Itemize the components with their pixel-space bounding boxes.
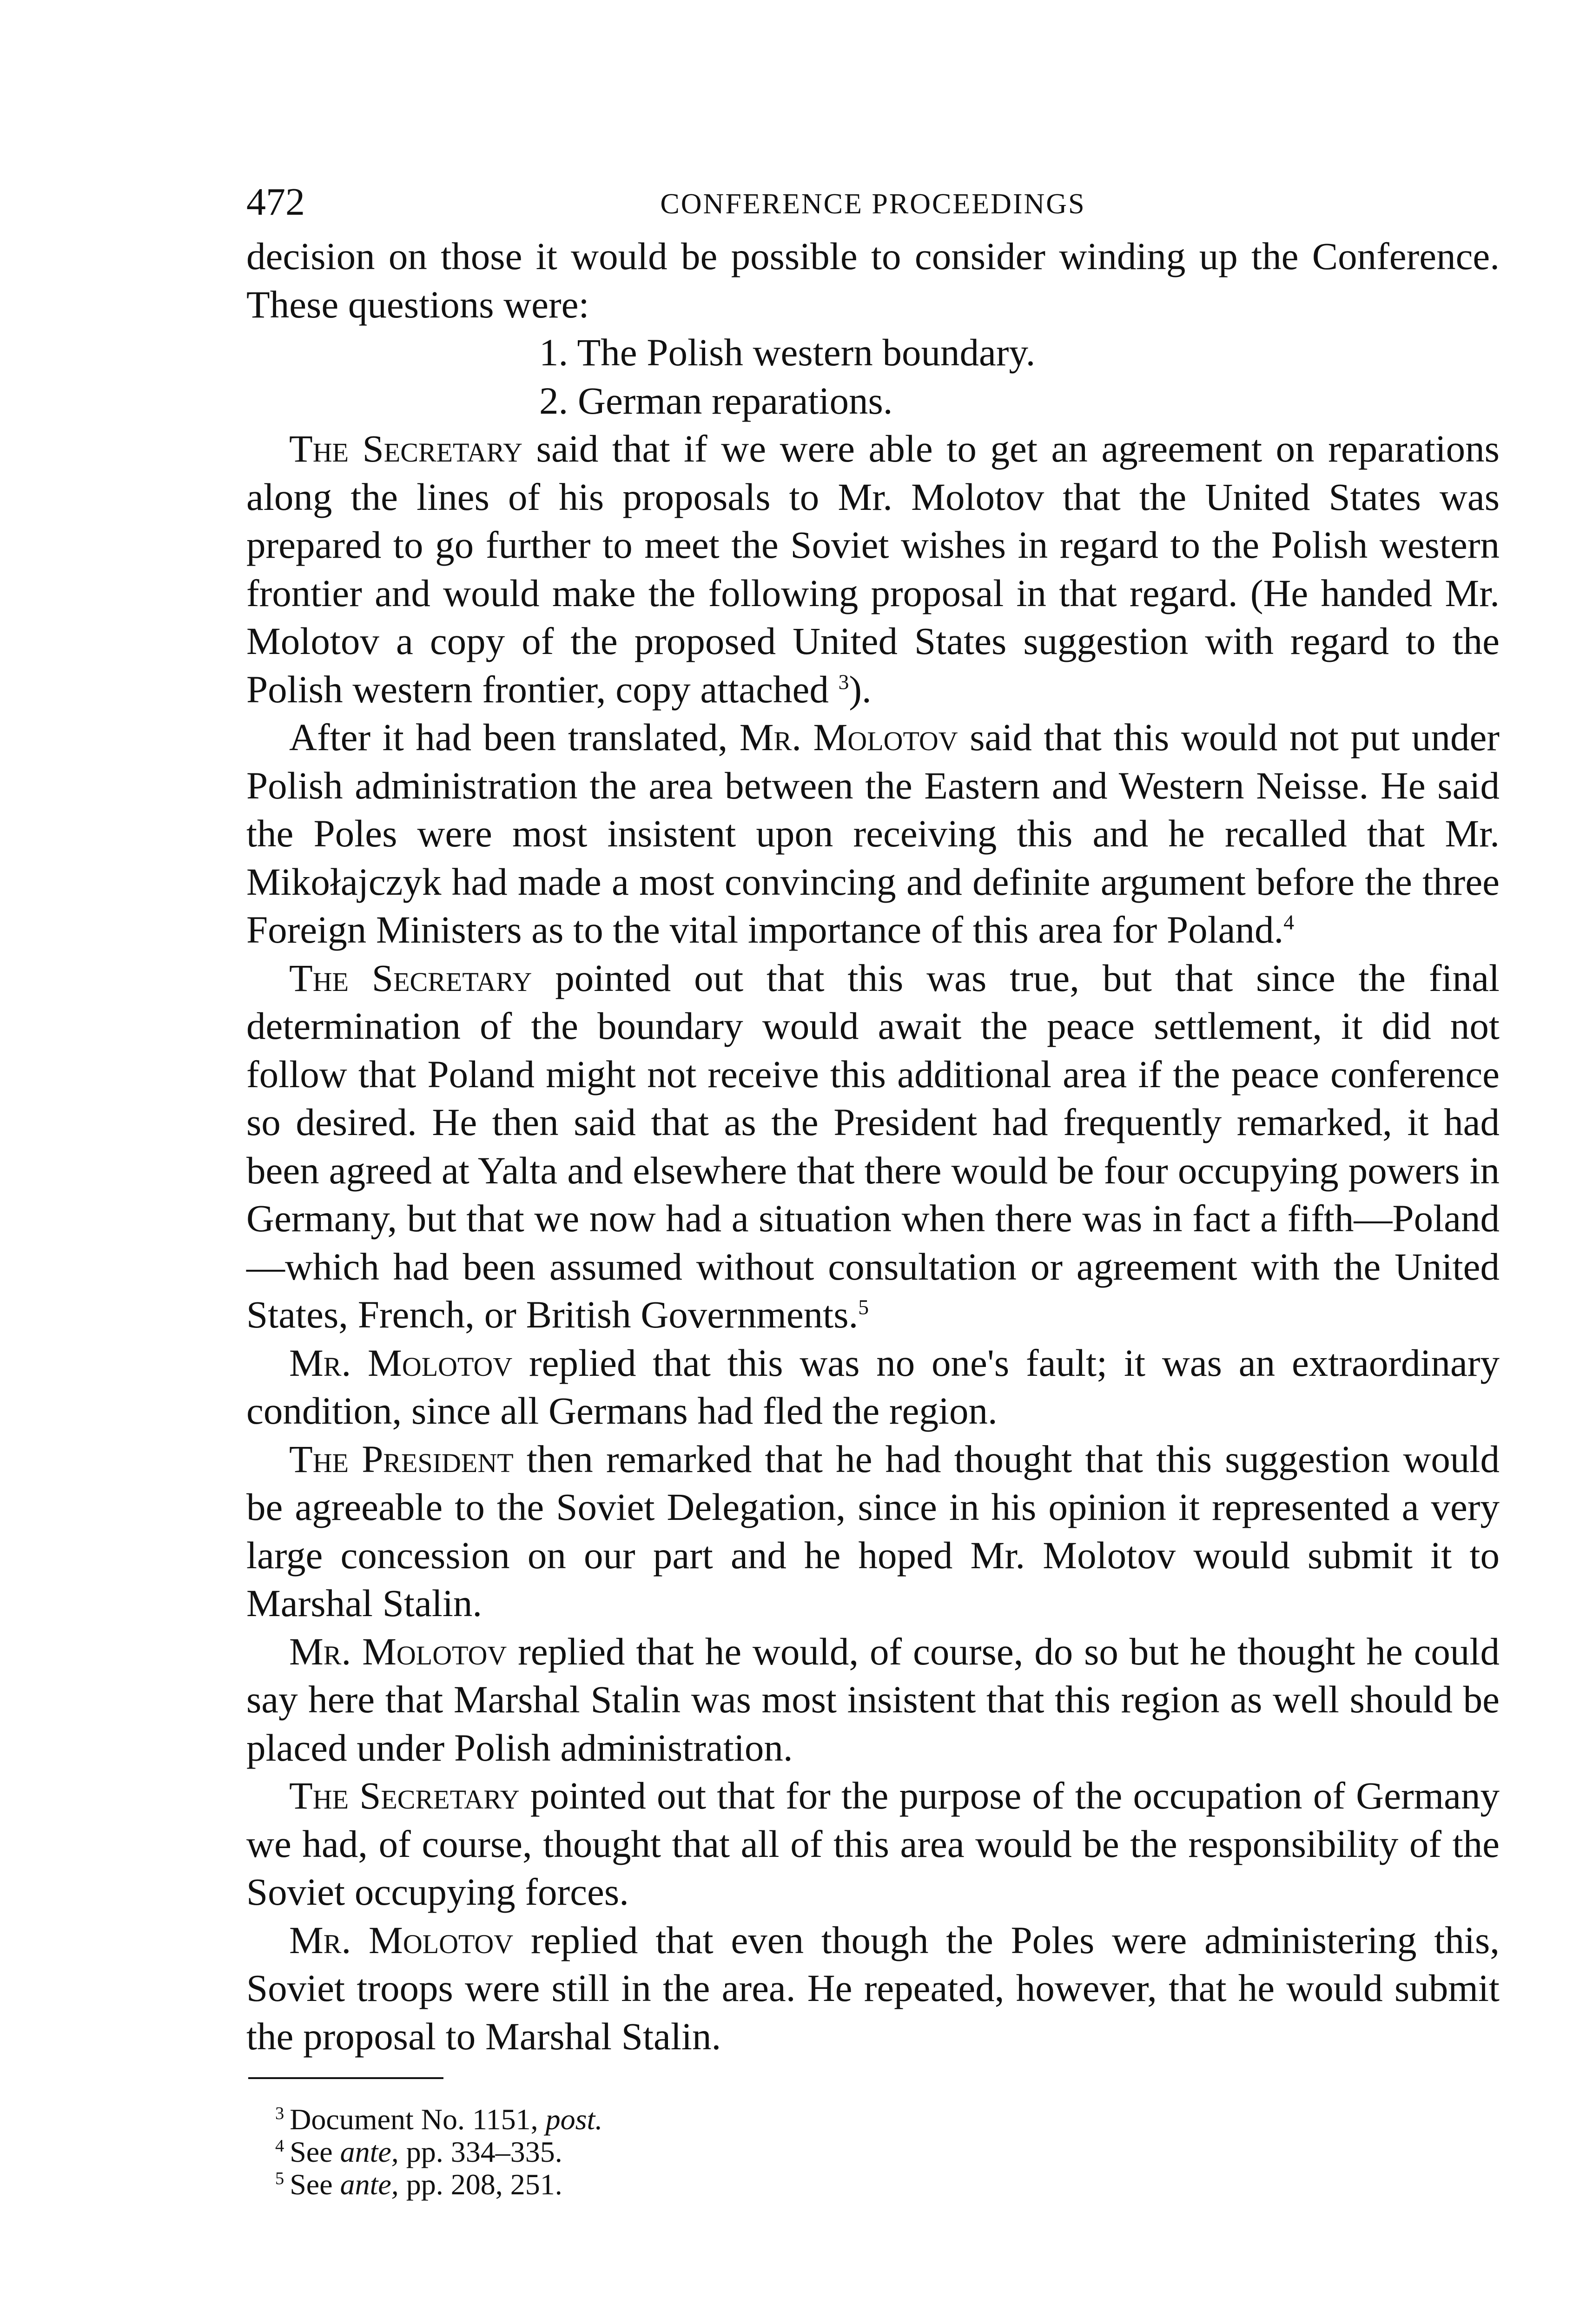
page-header (246, 181, 1500, 232)
paragraph-molotov-troops (246, 1916, 1500, 2061)
document-page (246, 181, 1500, 2201)
paragraph-secretary-occupation (246, 1772, 1500, 1916)
paragraph-secretary-proposal (246, 425, 1500, 713)
paragraph-text: replied that he would, of course, do so but he thought he could say here that Marshal Stalin was most insistent that this region as well should be placed under Polish administration. (246, 1630, 1500, 1769)
list-item: 2. German reparations. (539, 379, 893, 422)
footnote (275, 2136, 1500, 2168)
speaker-name: The President (289, 1437, 514, 1480)
footnote-mark: 5 (275, 2168, 284, 2188)
paragraph-text: replied that this was no one's fault; it was an extraordinary condition, since all Germans had fled the region. (246, 1341, 1500, 1432)
paragraph-president-remark (246, 1435, 1500, 1628)
footnote-ref: 3 (838, 669, 849, 693)
footnote-pages: pp. 334–335. (398, 2135, 562, 2168)
footnote-reference: ante, (340, 2168, 399, 2201)
running-head: CONFERENCE PROCEEDINGS (660, 188, 1086, 220)
paragraph-text: pointed out that for the purpose of the occupation of Germany we had, of course, thought that all of this area would be the responsibility of the Soviet occupying forces. (246, 1774, 1500, 1913)
paragraph-text: said that this would not put under Polish administration the area between the Eastern and Western Neisse. He said the Poles were most insistent upon receiving this and he recalled that Mr. Mikołajczyk had made a most convincing and definite argument before the three Foreign Ministers as to the vital importance of this area for Poland. (246, 716, 1500, 951)
speaker-name: Mr. Molotov (289, 1341, 513, 1384)
footnote-mark: 4 (275, 2136, 284, 2156)
questions-list (246, 329, 1500, 425)
speaker-name: Mr. Molotov (289, 1918, 514, 1961)
footnote-reference: ante, (340, 2135, 399, 2168)
body-text (246, 232, 1500, 2060)
paragraph-text: ). (849, 667, 872, 711)
footnote (275, 2103, 1500, 2136)
footnote-mark: 3 (275, 2103, 284, 2123)
footnote-ref: 4 (1283, 910, 1295, 934)
paragraph-text: pointed out that this was true, but that since the final determination of the boundary would await the peace settlement, it did not follow that Poland might not receive this additional area if the peace conference so desired. He then said that as the President had frequently remarked, it had been agreed at Yalta and elsewhere that there would be four occupying powers in Germany, but that we now had a situation when there was in fact a fifth—Poland—which had been assumed without consultation or agreement with the United States, French, or British Governments. (246, 956, 1500, 1336)
paragraph-secretary-fifth-power (246, 954, 1500, 1339)
paragraph-text: then remarked that he had thought that this suggestion would be agreeable to the Soviet Delegation, since in his opinion it represented a very large concession on our part and he hoped Mr. Molotov would submit it to Marshal Stalin. (246, 1437, 1500, 1624)
speaker-name: Mr. Molotov (739, 716, 958, 759)
page-number: 472 (246, 180, 305, 224)
paragraph-molotov-neisse (246, 713, 1500, 954)
footnote-ref: 5 (858, 1295, 869, 1319)
intro-text: decision on those it would be possible to consider winding up the Conference. These questions were: (246, 235, 1500, 326)
speaker-name: The Secretary (289, 1774, 520, 1817)
footnote-text: See (290, 2168, 340, 2201)
footnote (275, 2168, 1500, 2201)
intro-paragraph (246, 232, 1500, 329)
paragraph-molotov-reply (246, 1339, 1500, 1435)
footnote-divider (248, 2077, 443, 2079)
footnote-text: Document No. 1151, (290, 2103, 546, 2136)
paragraph-text: said that if we were able to get an agreement on reparations along the lines of his proposals to Mr. Molotov that the United States was prepared to go further to meet the Soviet wishes in regard to the Polish western frontier and would make the following proposal in that regard. (He handed Mr. Molotov a copy of the proposed United States suggestion with regard to the Polish western frontier, copy attached (246, 427, 1500, 711)
paragraph-molotov-stalin (246, 1628, 1500, 1772)
footnote-pages: pp. 208, 251. (398, 2168, 562, 2201)
footnote-reference: post. (545, 2103, 603, 2136)
paragraph-lead: After it had been translated, (289, 716, 740, 759)
paragraph-text: replied that even though the Poles were administering this, Soviet troops were still in the area. He repeated, however, that he would submit the proposal to Marshal Stalin. (246, 1918, 1500, 2058)
speaker-name: Mr. Molotov (289, 1630, 507, 1673)
list-item: 1. The Polish western boundary. (539, 331, 1036, 374)
speaker-name: The Secretary (289, 427, 523, 470)
speaker-name: The Secretary (289, 956, 532, 999)
footnotes (246, 2103, 1500, 2201)
footnote-text: See (290, 2135, 340, 2168)
